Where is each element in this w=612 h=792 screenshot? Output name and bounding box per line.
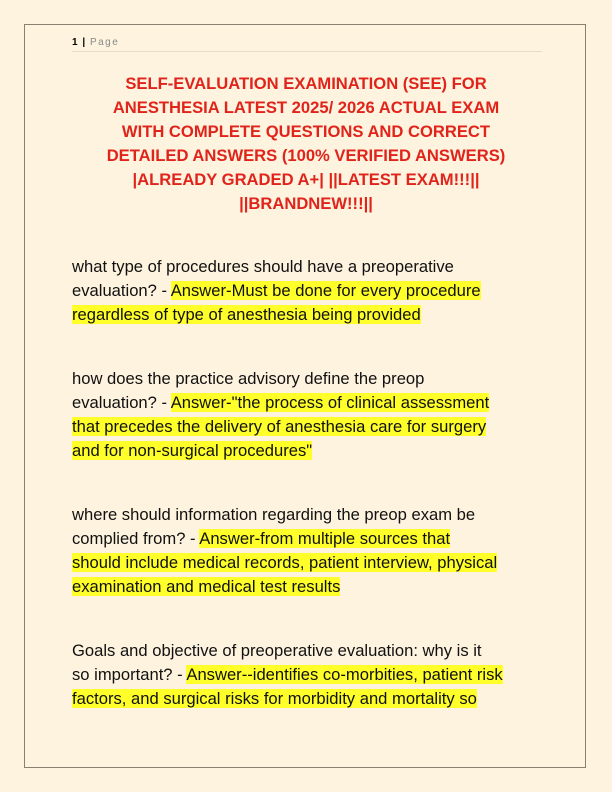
question-line: evaluation? - <box>72 393 171 412</box>
answer-line-block <box>72 575 552 599</box>
answer-line: Answer-"the process of clinical assessment <box>170 393 490 412</box>
title-line: |ALREADY GRADED A+| ||LATEST EXAM!!!|| <box>132 170 480 189</box>
qa-line <box>72 663 552 687</box>
qa-line <box>72 279 552 303</box>
answer-line: Answer-Must be done for every procedure <box>170 281 481 300</box>
qa-line <box>72 527 552 551</box>
question-line: Goals and objective of preoperative evaluation: why is it <box>72 641 482 660</box>
question-line: what type of procedures should have a preoperative <box>72 257 454 276</box>
question-line: evaluation? - <box>72 281 171 300</box>
title-line: SELF-EVALUATION EXAMINATION (SEE) FOR <box>125 74 487 93</box>
page-separator: | <box>82 37 86 48</box>
answer-line: Answer--identifies co-morbities, patient risk <box>186 665 503 684</box>
qa-item-2 <box>72 367 552 463</box>
page-header <box>72 37 542 52</box>
qa-item-1 <box>72 255 552 327</box>
qa-line <box>72 391 552 415</box>
answer-line: and for non-surgical procedures" <box>72 441 313 460</box>
answer-line-block <box>72 303 552 327</box>
answer-line: regardless of type of anesthesia being provided <box>72 305 421 324</box>
question-line: complied from? - <box>72 529 200 548</box>
answer-line: that precedes the delivery of anesthesia care for surgery <box>72 417 487 436</box>
title-line: WITH COMPLETE QUESTIONS AND CORRECT <box>121 122 491 141</box>
answer-line-block <box>72 415 552 439</box>
title-line: ANESTHESIA LATEST 2025/ 2026 ACTUAL EXAM <box>112 98 500 117</box>
question-line: so important? - <box>72 665 187 684</box>
qa-item-3 <box>72 503 552 599</box>
answer-line-block <box>72 439 552 463</box>
answer-line: examination and medical test results <box>72 577 341 596</box>
title-line: ||BRANDNEW!!!|| <box>239 194 373 213</box>
qa-item-4 <box>72 639 552 711</box>
page-number: 1 <box>72 37 78 48</box>
question-line: how does the practice advisory define the preop <box>72 369 425 388</box>
document-title <box>72 72 540 216</box>
answer-line: Answer-from multiple sources that <box>199 529 451 548</box>
answer-line-block <box>72 551 552 575</box>
page-label: Page <box>89 37 120 48</box>
answer-line: should include medical records, patient interview, physical <box>72 553 498 572</box>
title-line: DETAILED ANSWERS (100% VERIFIED ANSWERS) <box>106 146 506 165</box>
answer-line: factors, and surgical risks for morbidity and mortality so <box>72 689 477 708</box>
question-line: where should information regarding the preop exam be <box>72 505 476 524</box>
answer-line-block <box>72 687 552 711</box>
